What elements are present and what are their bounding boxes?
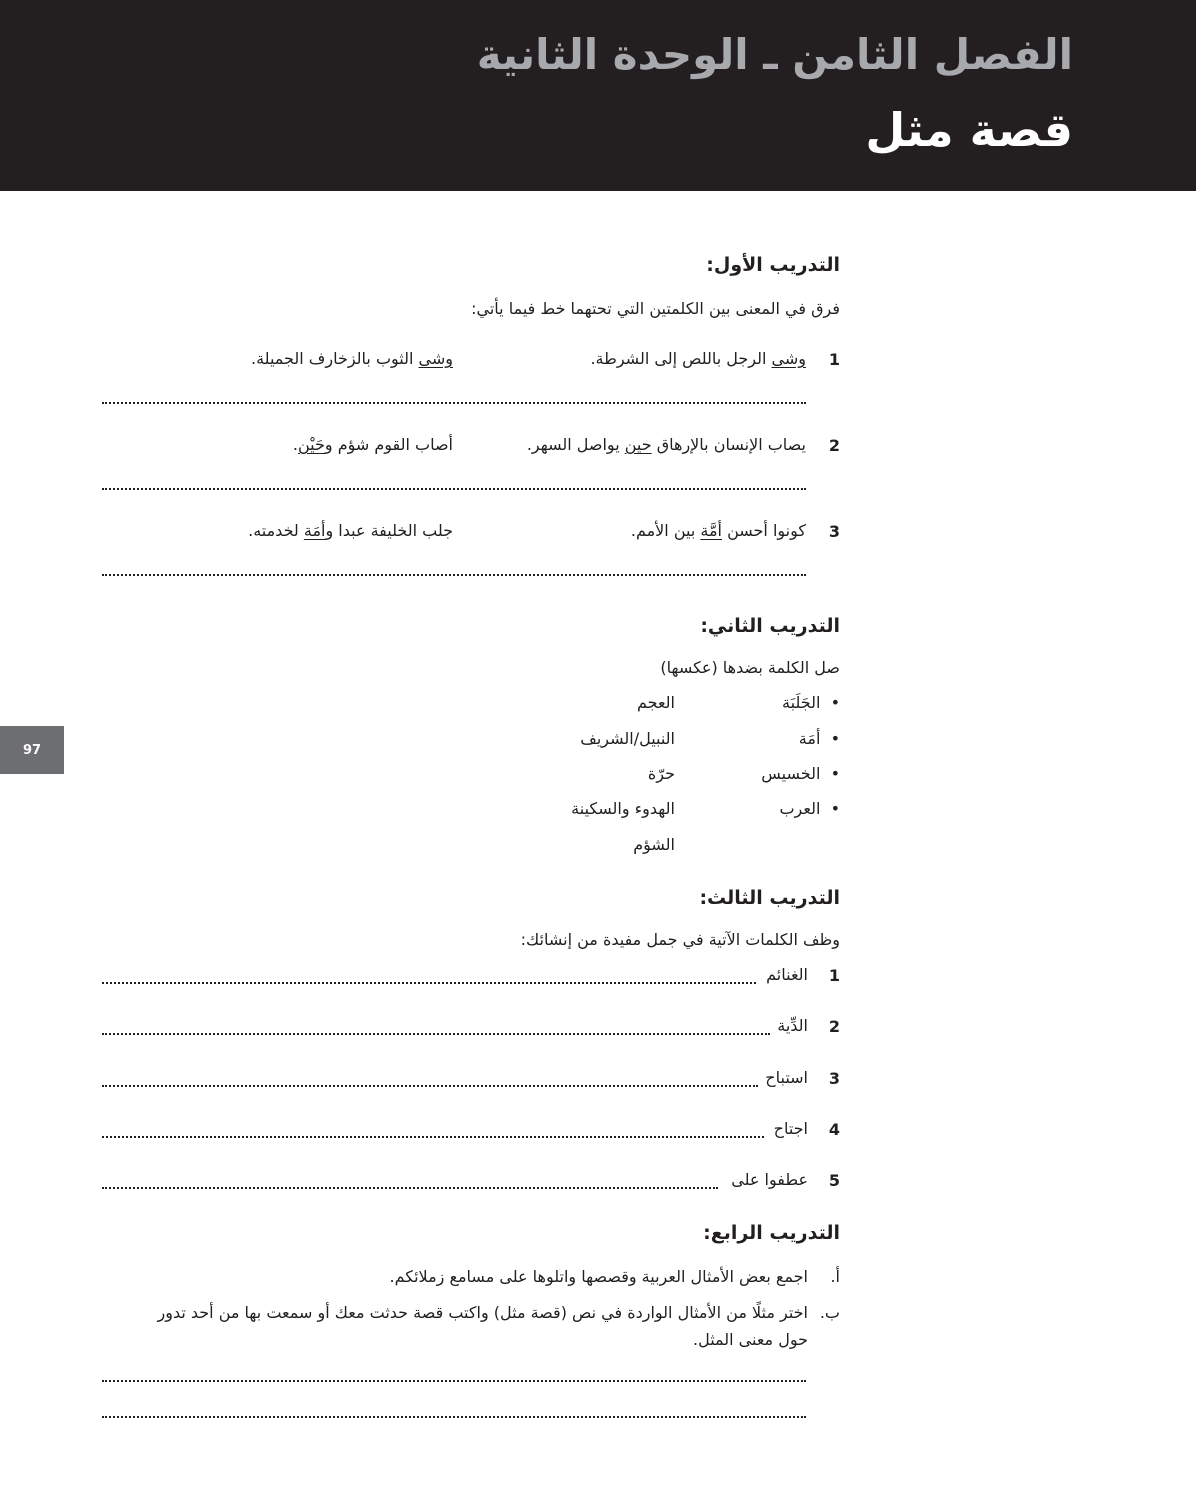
ex4-title: التدريب الرابع: — [703, 1222, 840, 1244]
ex3-word: الدِّية — [777, 1016, 808, 1035]
bullet: • — [830, 693, 840, 712]
ex3-instruction: وظف الكلمات الآتية في جمل مفيدة من إنشائك: — [520, 930, 840, 949]
answer-line[interactable] — [102, 1380, 806, 1382]
ex4-item-b-text-continued: حول معنى المثل. — [692, 1330, 808, 1349]
chapter-title: الفصل الثامن ـ الوحدة الثانية — [476, 30, 1073, 79]
ex1-title: التدريب الأول: — [706, 254, 840, 276]
ex4-item-label: أ. — [830, 1267, 840, 1286]
match-left-word: • العرب — [779, 799, 840, 818]
ex1-item-number: 2 — [828, 436, 840, 455]
page-number: 97 — [22, 742, 42, 758]
match-right-word: حرّة — [647, 764, 675, 783]
ex1-item-1-sentence-a: وشى الرجل باللص إلى الشرطة. — [590, 349, 806, 368]
bullet: • — [830, 799, 840, 818]
match-left-word: • أمَة — [798, 729, 840, 748]
answer-line[interactable] — [102, 982, 756, 984]
match-right-word: الهدوء والسكينة — [571, 799, 675, 818]
underlined-word: حين — [624, 435, 652, 454]
answer-line[interactable] — [102, 1085, 758, 1087]
ex3-word: استباح — [765, 1068, 808, 1087]
answer-line[interactable] — [102, 1416, 806, 1418]
ex3-word: عطفوا على — [731, 1170, 808, 1189]
ex1-item-1-sentence-b: وشى الثوب بالزخارف الجميلة. — [251, 349, 453, 368]
underlined-word: أمَّة — [700, 521, 722, 540]
answer-line[interactable] — [102, 574, 806, 576]
ex4-item-b-text: اختر مثلًا من الأمثال الواردة في نص (قصة مثل) واكتب قصة حدثت معك أو سمعت بها من أحد تدور — [157, 1303, 808, 1322]
ex3-title: التدريب الثالث: — [699, 887, 840, 909]
ex3-item-number: 2 — [828, 1017, 840, 1036]
answer-line[interactable] — [102, 488, 806, 490]
ex1-item-number: 1 — [828, 350, 840, 369]
answer-line[interactable] — [102, 402, 806, 404]
underlined-word: وشى — [771, 349, 806, 368]
ex2-instruction: صل الكلمة بضدها (عكسها) — [660, 658, 840, 677]
match-right-word: الشؤم — [633, 835, 675, 854]
answer-line[interactable] — [102, 1187, 718, 1189]
ex3-word: الغنائم — [766, 965, 808, 984]
ex1-instruction: فرق في المعنى بين الكلمتين التي تحتهما خط فيما يأتي: — [471, 299, 840, 318]
ex1-item-3-sentence-a: كونوا أحسن أمَّة بين الأمم. — [630, 521, 806, 540]
ex3-item-number: 3 — [828, 1069, 840, 1088]
ex1-item-number: 3 — [828, 522, 840, 541]
page-header — [0, 0, 1196, 191]
match-left-word: • الجَلَبَة — [782, 693, 840, 712]
lesson-title: قصة مثل — [865, 103, 1073, 157]
match-left-word: • الخسيس — [761, 764, 840, 783]
ex3-item-number: 4 — [828, 1120, 840, 1139]
ex3-word: اجتاح — [773, 1119, 808, 1138]
ex1-item-2-sentence-a: يصاب الإنسان بالإرهاق حين يواصل السهر. — [526, 435, 806, 454]
ex1-item-2-sentence-b: أصاب القوم شؤم وحَيْن. — [292, 435, 453, 454]
underlined-word: حَيْن — [297, 435, 325, 454]
underlined-word: وشى — [418, 349, 453, 368]
bullet: • — [830, 764, 840, 783]
page-number-tab — [0, 726, 64, 774]
answer-line[interactable] — [102, 1033, 770, 1035]
bullet: • — [830, 729, 840, 748]
match-right-word: العجم — [636, 693, 675, 712]
match-right-word: النبيل/الشريف — [580, 729, 675, 748]
ex1-item-3-sentence-b: جلب الخليفة عبدا وأمَة لخدمته. — [248, 521, 453, 540]
underlined-word: أمَة — [303, 521, 326, 540]
ex4-item-label: ب. — [819, 1303, 840, 1322]
ex3-item-number: 5 — [828, 1171, 840, 1190]
ex4-item-a-text: اجمع بعض الأمثال العربية وقصصها واتلوها على مسامع زملائكم. — [389, 1267, 808, 1286]
answer-line[interactable] — [102, 1136, 764, 1138]
ex3-item-number: 1 — [828, 966, 840, 985]
ex2-title: التدريب الثاني: — [700, 615, 840, 637]
